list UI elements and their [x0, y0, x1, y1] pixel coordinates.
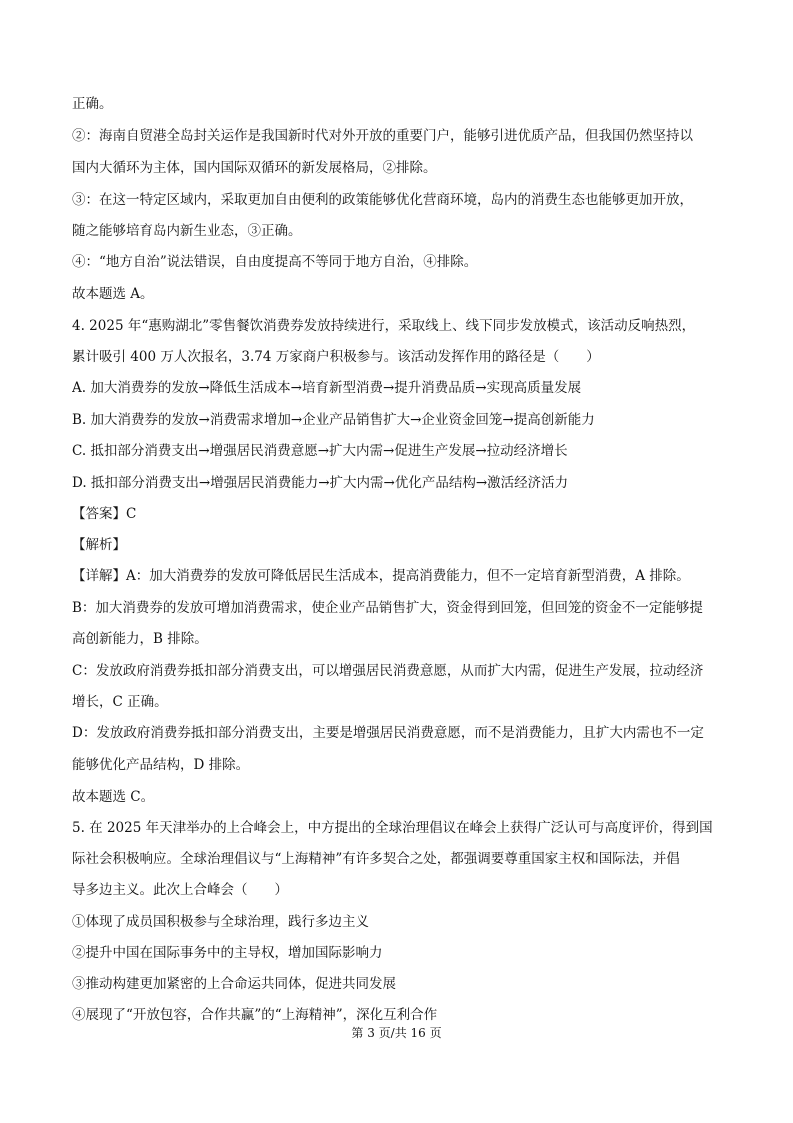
- text-line: C：发放政府消费券抵扣部分消费支出，可以增强居民消费意愿，从而扩大内需，促进生产发展，拉动经济: [72, 663, 704, 679]
- text-line: 增长，C 正确。: [72, 694, 168, 710]
- question-4-stem: 4. 2025 年“惠购湖北”零售餐饮消费券发放持续进行，采取线上、线下同步发放模式，该活动反响热烈，: [72, 318, 696, 334]
- statement-3: ③推动构建更加紧密的上合命运共同体，促进共同发展: [72, 976, 396, 992]
- text-line: 故本题选 A。: [72, 286, 154, 302]
- text-line: ③：在这一特定区域内，采取更加自由便利的政策能够优化营商环境，岛内的消费生态也能够更加开放，: [72, 192, 693, 208]
- answer-label: 【答案】C: [72, 506, 137, 522]
- text-line: ④：“地方自治”说法错误，自由度提高不等同于地方自治，④排除。: [72, 254, 478, 270]
- text-line: B：加大消费券的发放可增加消费需求，使企业产品销售扩大，资金得到回笼，但回笼的资金不一定能够提: [72, 600, 703, 616]
- text-line: D：发放政府消费券抵扣部分消费支出，主要是增强居民消费意愿，而不是消费能力，且扩大内需也不一定: [72, 725, 704, 741]
- page-footer: 第 3 页/共 16 页: [351, 1026, 442, 1040]
- question-4-stem: 累计吸引 400 万人次报名，3.74 万家商户积极参与。该活动发挥作用的路径是（ ）: [72, 349, 600, 365]
- text-line: 随之能够培育岛内新生业态，③正确。: [72, 223, 302, 239]
- text-line: 故本题选 C。: [72, 789, 155, 805]
- question-5-stem: 5. 在 2025 年天津举办的上合峰会上，中方提出的全球治理倡议在峰会上获得广泛认可与高度评价，得到国: [72, 820, 713, 836]
- question-5-stem: 导多边主义。此次上合峰会（ ）: [72, 882, 288, 898]
- statement-1: ①体现了成员国积极参与全球治理，践行多边主义: [72, 914, 369, 930]
- statement-2: ②提升中国在国际事务中的主导权，增加国际影响力: [72, 945, 383, 961]
- option-b: B. 加大消费券的发放→消费需求增加→企业产品销售扩大→企业资金回笼→提高创新能力: [72, 412, 595, 428]
- text-line: 【详解】A：加大消费券的发放可降低居民生活成本，提高消费能力，但不一定培育新型消费，A 排除。: [72, 568, 690, 584]
- option-a: A. 加大消费券的发放→降低生活成本→培育新型消费→提升消费品质→实现高质量发展: [72, 380, 582, 396]
- text-line: 国内大循环为主体，国内国际双循环的新发展格局，②排除。: [72, 160, 437, 176]
- text-line: ②：海南自贸港全岛封关运作是我国新时代对外开放的重要门户，能够引进优质产品，但我国仍然坚持以: [72, 128, 693, 144]
- text-line: 高创新能力，B 排除。: [72, 631, 208, 647]
- text-line: 正确。: [72, 96, 113, 112]
- analysis-label: 【解析】: [72, 537, 126, 553]
- question-5-stem: 际社会积极响应。全球治理倡议与“上海精神”有许多契合之处，都强调要尊重国家主权和国际法，并倡: [72, 851, 680, 867]
- option-d: D. 抵扣部分消费支出→增强居民消费能力→扩大内需→优化产品结构→激活经济活力: [72, 475, 569, 491]
- option-c: C. 抵扣部分消费支出→增强居民消费意愿→扩大内需→促进生产发展→拉动经济增长: [72, 443, 568, 459]
- statement-4: ④展现了“开放包容，合作共赢”的“上海精神”，深化互利合作: [72, 1007, 438, 1023]
- text-line: 能够优化产品结构，D 排除。: [72, 757, 250, 773]
